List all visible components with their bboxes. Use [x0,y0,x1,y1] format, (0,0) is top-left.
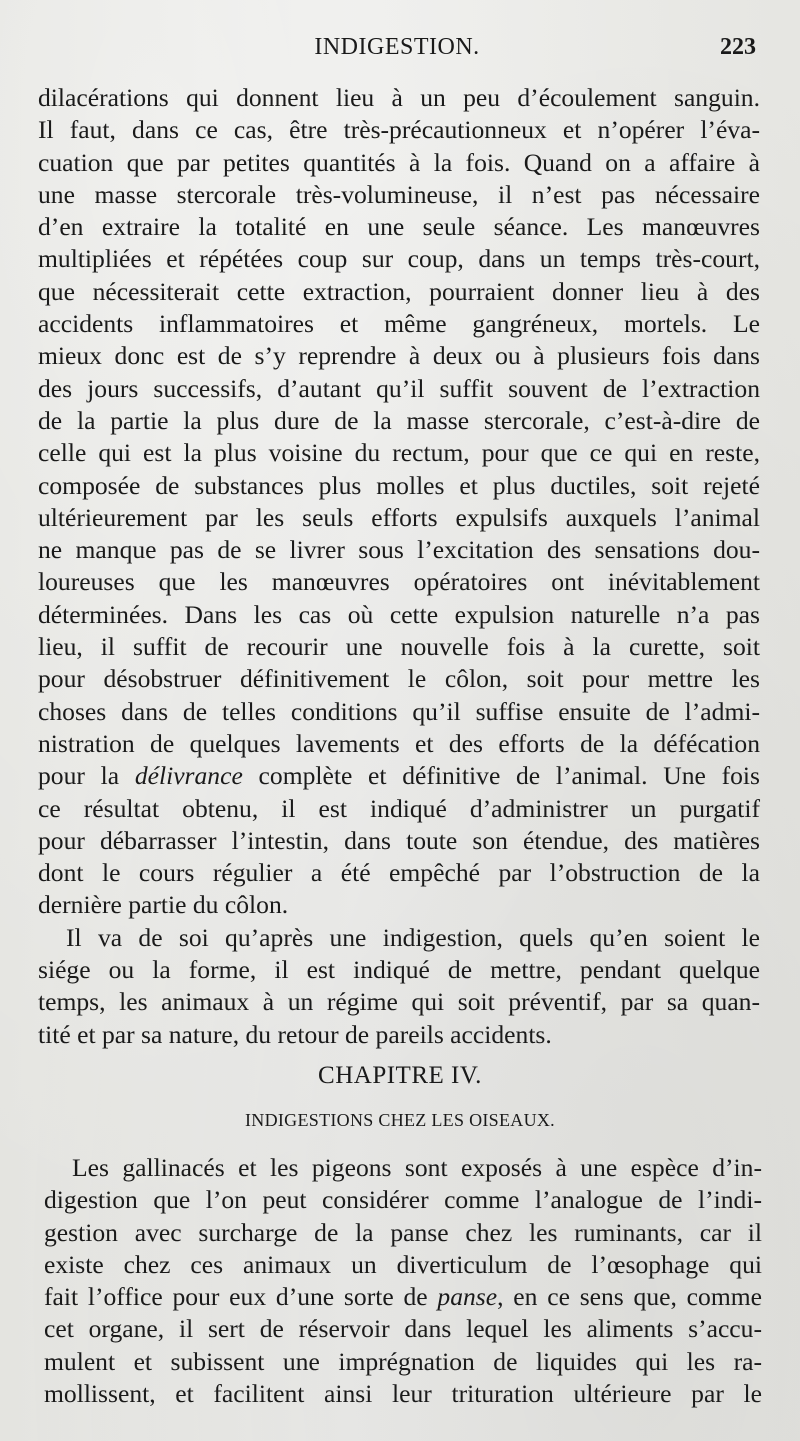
text-line: une masse stercorale très-volumineuse, il n’est pas nécessaire [38,179,760,209]
text-line: temps, les animaux à un régime qui soit préventif, par sa quan- [38,987,760,1017]
text-line: celle qui est la plus voisine du rectum, pour que ce qui en reste, [38,438,760,468]
text-line-delivrance [38,760,760,792]
text-line: ce résultat obtenu, il est indiqué d’administrer un purgatif [38,793,760,823]
text-line: ultérieurement par les seuls efforts expulsifs auxquels l’animal [38,502,760,532]
text-line: lieu, il suffit de recourir une nouvelle fois à la curette, soit [38,632,760,662]
italic-word: délivrance [134,761,243,791]
text-line: dilacérations qui donnent lieu à un peu d’écoulement sanguin. [38,83,760,112]
text-line: mieux donc est de s’y reprendre à deux ou à plusieurs fois dans [38,341,760,371]
line-fragment: pour la [38,761,135,791]
text-line: tité et par sa nature, du retour de pareils accidents. [38,1019,552,1049]
text-line: ne manque pas de se livrer sous l’excitation des sensations dou- [38,535,760,565]
text-line: gestion avec surcharge de la panse chez les ruminants, car il [44,1217,762,1247]
text-line: Il faut, dans ce cas, être très-précautionneux et n’opérer l’éva- [38,115,760,145]
text-line: cuation que par petites quantités à la fois. Quand on a affaire à [38,147,760,177]
text-line: d’en extraire la totalité en une seule séance. Les manœuvres [38,212,760,242]
text-line: mollissent, et facilitent ainsi leur trituration ultérieure par le [44,1379,762,1409]
text-line: loureuses que les manœuvres opératoires ont inévitablement [38,567,760,597]
text-line-panse [44,1281,762,1313]
text-line: des jours successifs, d’autant qu’il suffit souvent de l’extraction [38,373,760,403]
text-line: accidents inflammatoires et même gangréneux, mortels. Le [38,309,760,339]
line-fragment: , en ce sens que, comme [497,1282,762,1312]
text-line: dont le cours régulier a été empêché par l’obstruction de la [38,858,760,888]
text-line: choses dans de telles conditions qu’il suffise ensuite de l’admi- [38,696,760,726]
text-line: nistration de quelques lavements et des efforts de la défécation [38,728,760,758]
line-fragment: fait l’office pour eux d’une sorte de [44,1282,438,1312]
text-line: Il va de soi qu’après une indigestion, quels qu’en soient le [66,922,760,952]
text-line: pour débarrasser l’intestin, dans toute son étendue, des matières [38,825,760,855]
text-line: siége ou la forme, il est indiqué de mettre, pendant quelque [38,955,760,985]
chapter-title: CHAPITRE IV. [318,1062,482,1089]
text-line: pour désobstruer définitivement le côlon, soit pour mettre les [38,664,760,694]
running-head: INDIGESTION. [314,34,480,60]
text-line: cet organe, il sert de réservoir dans lequel les aliments s’accu- [44,1314,762,1344]
text-line: composée de substances plus molles et plus ductiles, soit rejeté [38,470,760,500]
main-text [38,82,760,1051]
text-line: existe chez ces animaux un diverticulum de l’œsophage qui [44,1249,762,1279]
page-number: 223 [720,34,756,60]
page-header [38,34,756,66]
text-line: multipliées et répétées coup sur coup, dans un temps très-court, [38,244,760,274]
text-line: digestion que l’on peut considérer comme l’analogue de l’indi- [44,1185,762,1215]
chapter-subtitle: INDIGESTIONS CHEZ LES OISEAUX. [245,1110,555,1130]
text-line: Les gallinacés et les pigeons sont exposés à une espèce d’in- [72,1153,762,1182]
text-line: mulent et subissent une imprégnation de liquides qui les ra- [44,1346,762,1376]
text-line: que nécessiterait cette extraction, pourraient donner lieu à des [38,276,760,306]
chapter-text [44,1152,762,1410]
italic-word: panse [437,1282,498,1312]
text-line: dernière partie du côlon. [38,890,289,920]
line-fragment: complète et définitive de l’animal. Une fois [242,761,760,791]
text-line: déterminées. Dans les cas où cette expulsion naturelle n’a pas [38,599,760,629]
text-line: de la partie la plus dure de la masse stercorale, c’est-à-dire de [38,405,760,435]
